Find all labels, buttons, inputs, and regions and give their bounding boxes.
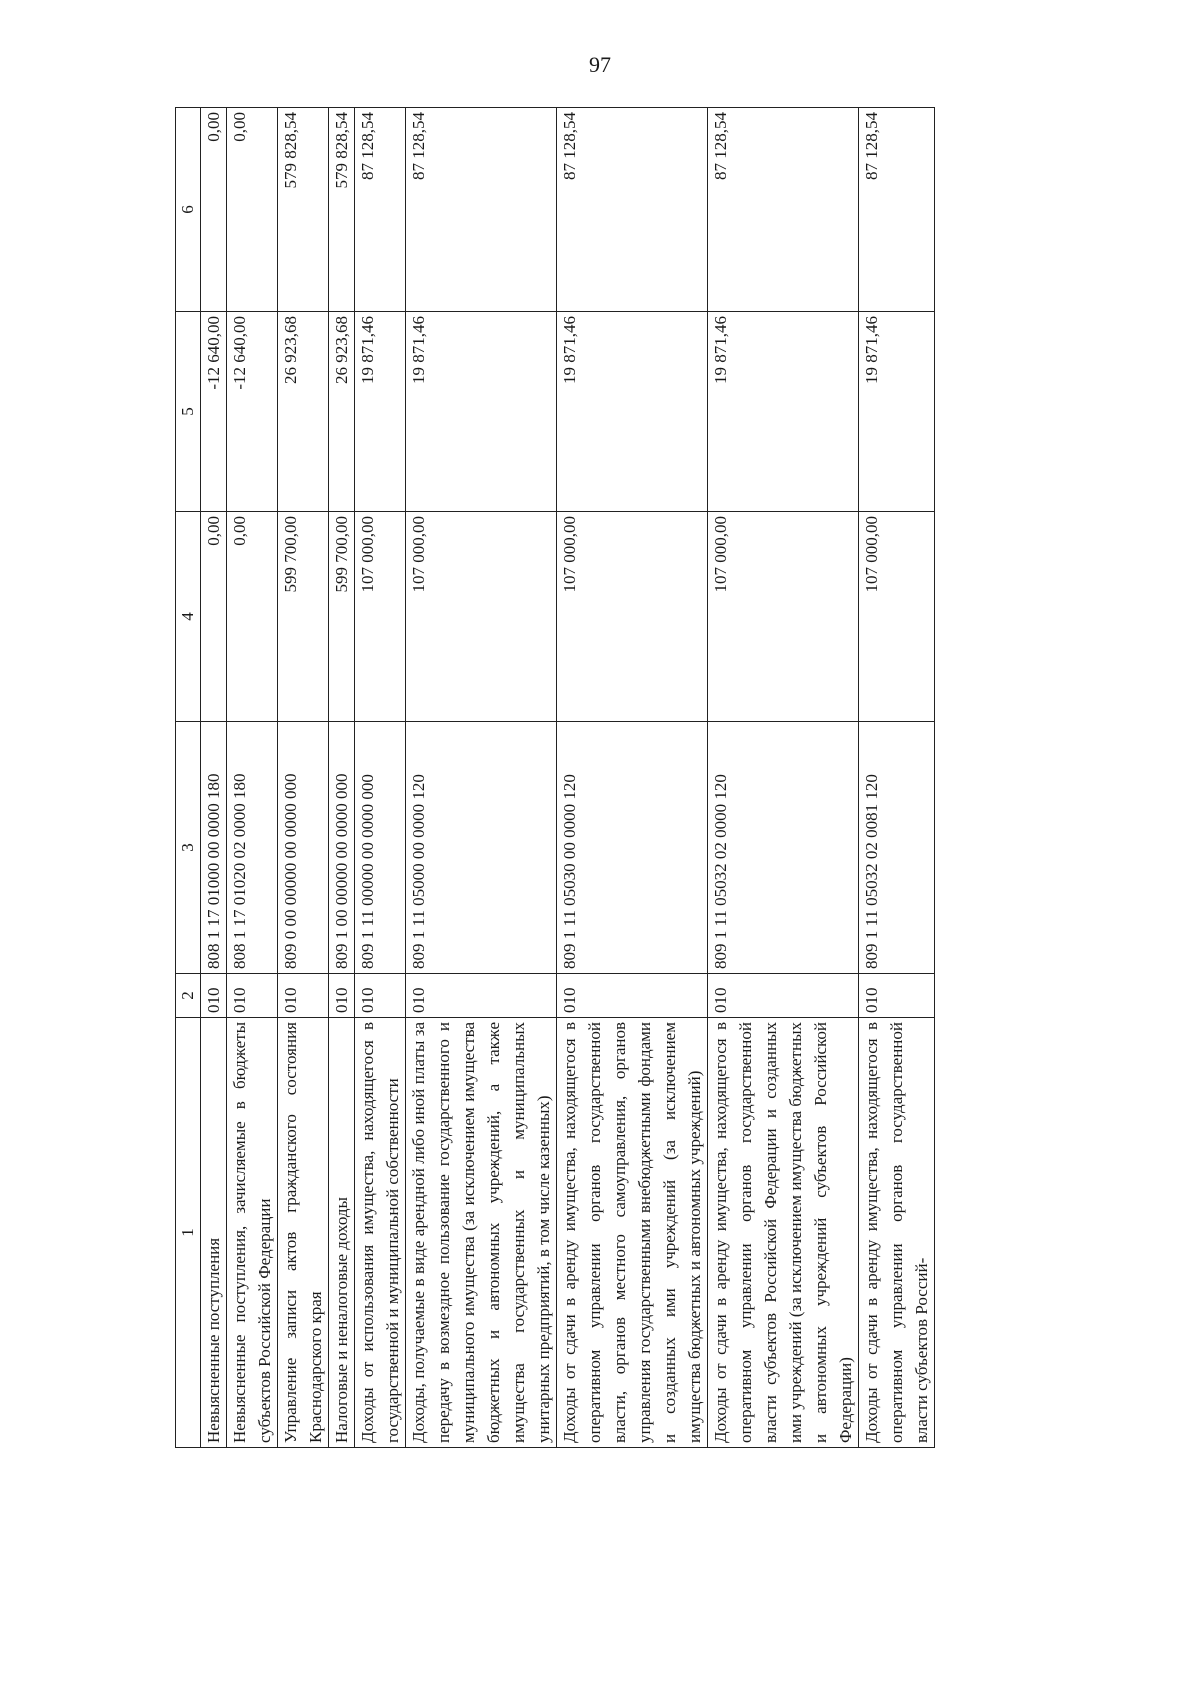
row-col4: 0,00: [227, 512, 278, 722]
row-col6: 0,00: [227, 108, 278, 312]
row-col4: 107 000,00: [355, 512, 406, 722]
row-col6: 87 128,54: [406, 108, 557, 312]
row-col4: 599 700,00: [329, 512, 355, 722]
row-col6: 87 128,54: [557, 108, 708, 312]
table-row: [329, 108, 355, 1448]
table-row: [406, 108, 557, 1448]
column-header-3: 3: [176, 722, 201, 974]
table-row: [557, 108, 708, 1448]
row-name: Налоговые и неналоговые доходы: [329, 1018, 355, 1448]
row-name: Доходы от сдачи в аренду имущества, находящегося в оперативном управлении органов государственной власти, органов местного самоуправления, органов управления государственными внебюджетными фондами и созданных ими учреждений (за исключением имущества бюджетных и автономных учреждений): [557, 1018, 708, 1448]
row-col4: 107 000,00: [557, 512, 708, 722]
table-row: [201, 108, 227, 1448]
row-col4: 107 000,00: [708, 512, 859, 722]
row-kbk: 809 1 11 05000 00 0000 120: [406, 722, 557, 974]
row-col5: 19 871,46: [557, 312, 708, 512]
income-table: [175, 107, 935, 1448]
table-header: [176, 108, 201, 1448]
row-code: 010: [329, 974, 355, 1018]
row-code: 010: [406, 974, 557, 1018]
row-col4: 599 700,00: [278, 512, 329, 722]
row-col6: 579 828,54: [329, 108, 355, 312]
column-header-1: 1: [176, 1018, 201, 1448]
row-col6: 579 828,54: [278, 108, 329, 312]
row-code: 010: [227, 974, 278, 1018]
row-col5: -12 640,00: [227, 312, 278, 512]
row-col6: 87 128,54: [355, 108, 406, 312]
row-name: Невыясненные поступления, зачисляемые в бюджеты субъектов Российской Федерации: [227, 1018, 278, 1448]
row-name: Невыясненные поступления: [201, 1018, 227, 1448]
row-kbk: 809 1 11 00000 00 0000 000: [355, 722, 406, 974]
row-kbk: 808 1 17 01020 02 0000 180: [227, 722, 278, 974]
row-code: 010: [557, 974, 708, 1018]
column-header-5: 5: [176, 312, 201, 512]
row-kbk: 808 1 17 01000 00 0000 180: [201, 722, 227, 974]
row-kbk: 809 1 11 05032 02 0000 120: [708, 722, 859, 974]
row-name: Доходы от сдачи в аренду имущества, находящегося в оперативном управлении органов государственной власти субъектов Российской Федерации и созданных ими учреждений (за исключением имущества бюджетных и автономных учреждений субъектов Российской Федерации): [708, 1018, 859, 1448]
rotated-table-container: [175, 108, 1080, 1448]
row-col5: 26 923,68: [329, 312, 355, 512]
row-col5: -12 640,00: [201, 312, 227, 512]
table-row: [278, 108, 329, 1448]
row-kbk: 809 0 00 00000 00 0000 000: [278, 722, 329, 974]
table-row: [708, 108, 859, 1448]
page-number: 97: [589, 52, 611, 77]
row-code: 010: [278, 974, 329, 1018]
row-col5: 19 871,46: [708, 312, 859, 512]
table-row: [355, 108, 406, 1448]
row-col4: 107 000,00: [859, 512, 935, 722]
row-col5: 19 871,46: [355, 312, 406, 512]
row-col5: 19 871,46: [406, 312, 557, 512]
row-code: 010: [859, 974, 935, 1018]
row-col6: 87 128,54: [859, 108, 935, 312]
row-col4: 0,00: [201, 512, 227, 722]
row-kbk: 809 1 11 05032 02 0081 120: [859, 722, 935, 974]
row-col4: 107 000,00: [406, 512, 557, 722]
row-kbk: 809 1 00 00000 00 0000 000: [329, 722, 355, 974]
row-col6: 87 128,54: [708, 108, 859, 312]
row-col5: 19 871,46: [859, 312, 935, 512]
table-body: [201, 108, 935, 1448]
row-code: 010: [355, 974, 406, 1018]
table-row: [859, 108, 935, 1448]
row-name: Доходы, получаемые в виде арендной либо иной платы за передачу в возмездное пользование государственного и муниципального имущества (за исключением имущества бюджетных и автономных учреждений, а также имущества государственных и муниципальных унитарных предприятий, в том числе казенных): [406, 1018, 557, 1448]
column-header-6: 6: [176, 108, 201, 312]
table-row: [227, 108, 278, 1448]
column-header-4: 4: [176, 512, 201, 722]
row-col6: 0,00: [201, 108, 227, 312]
row-name: Доходы от использования имущества, находящегося в государственной и муниципальной собственности: [355, 1018, 406, 1448]
row-name: Управление записи актов гражданского состояния Краснодарского края: [278, 1018, 329, 1448]
row-code: 010: [201, 974, 227, 1018]
row-name: Доходы от сдачи в аренду имущества, находящегося в оперативном управлении органов государственной власти субъектов Россий-: [859, 1018, 935, 1448]
column-header-2: 2: [176, 974, 201, 1018]
row-col5: 26 923,68: [278, 312, 329, 512]
row-code: 010: [708, 974, 859, 1018]
row-kbk: 809 1 11 05030 00 0000 120: [557, 722, 708, 974]
